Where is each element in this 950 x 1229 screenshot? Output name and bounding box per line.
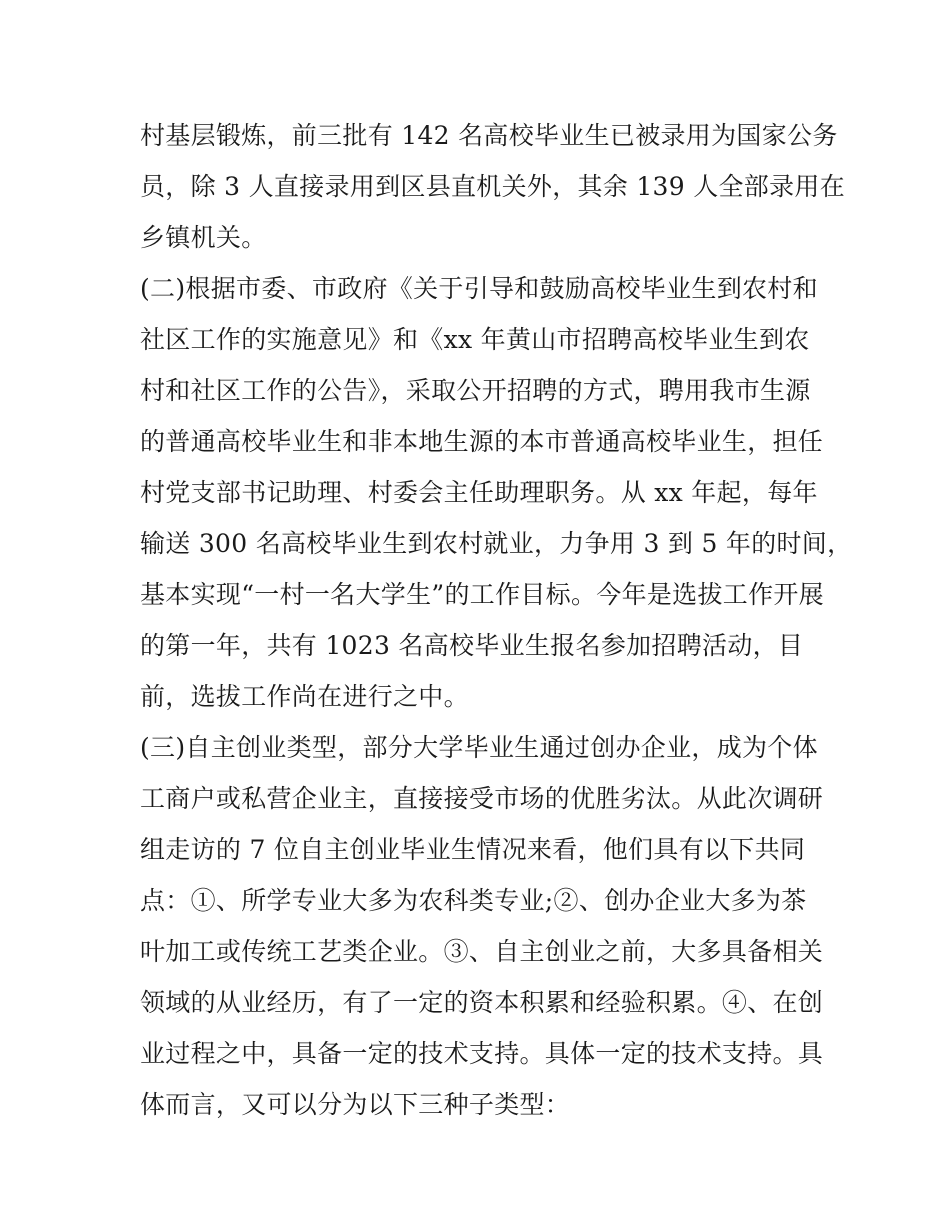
- text-line: 输送 300 名高校毕业生到农村就业，力争用 3 到 5 年的时间，: [140, 529, 853, 558]
- text-line: 村党支部书记助理、村委会主任助理职务。从 xx 年起，每年: [140, 478, 818, 507]
- text-line: (三)自主创业类型，部分大学毕业生通过创办企业，成为个体: [140, 733, 818, 762]
- text-line: 员，除 3 人直接录用到区县直机关外，其余 139 人全部录用在: [140, 172, 846, 201]
- text-line: 组走访的 7 位自主创业毕业生情况来看，他们具有以下共同: [140, 835, 806, 864]
- text-line: 叶加工或传统工艺类企业。③、自主创业之前，大多具备相关: [140, 937, 824, 966]
- text-line: 点：①、所学专业大多为农科类专业;②、创办企业大多为茶: [140, 886, 807, 915]
- text-line: 工商户或私营企业主，直接接受市场的优胜劣汰。从此次调研: [140, 784, 824, 813]
- text-line: 的普通高校毕业生和非本地生源的本市普通高校毕业生，担任: [140, 427, 824, 456]
- text-line: 前，选拔工作尚在进行之中。: [140, 682, 469, 711]
- text-line: 领域的从业经历，有了一定的资本积累和经验积累。④、在创: [140, 988, 824, 1017]
- text-line: 的第一年，共有 1023 名高校毕业生报名参加招聘活动，目: [140, 631, 804, 660]
- body-text: [140, 110, 853, 1130]
- text-line: 业过程之中，具备一定的技术支持。具体一定的技术支持。具: [140, 1039, 824, 1068]
- text-line: 村和社区工作的公告》，采取公开招聘的方式，聘用我市生源: [140, 376, 811, 405]
- text-line: 基本实现“一村一名大学生”的工作目标。今年是选拔工作开展: [140, 580, 824, 609]
- text-line: 社区工作的实施意见》和《xx 年黄山市招聘高校毕业生到农: [140, 325, 810, 354]
- text-line: 体而言，又可以分为以下三种子类型：: [140, 1090, 571, 1119]
- text-line: (二)根据市委、市政府《关于引导和鼓励高校毕业生到农村和: [140, 274, 818, 303]
- text-line: 乡镇机关。: [140, 223, 267, 252]
- text-line: 村基层锻炼，前三批有 142 名高校毕业生已被录用为国家公务: [140, 121, 838, 150]
